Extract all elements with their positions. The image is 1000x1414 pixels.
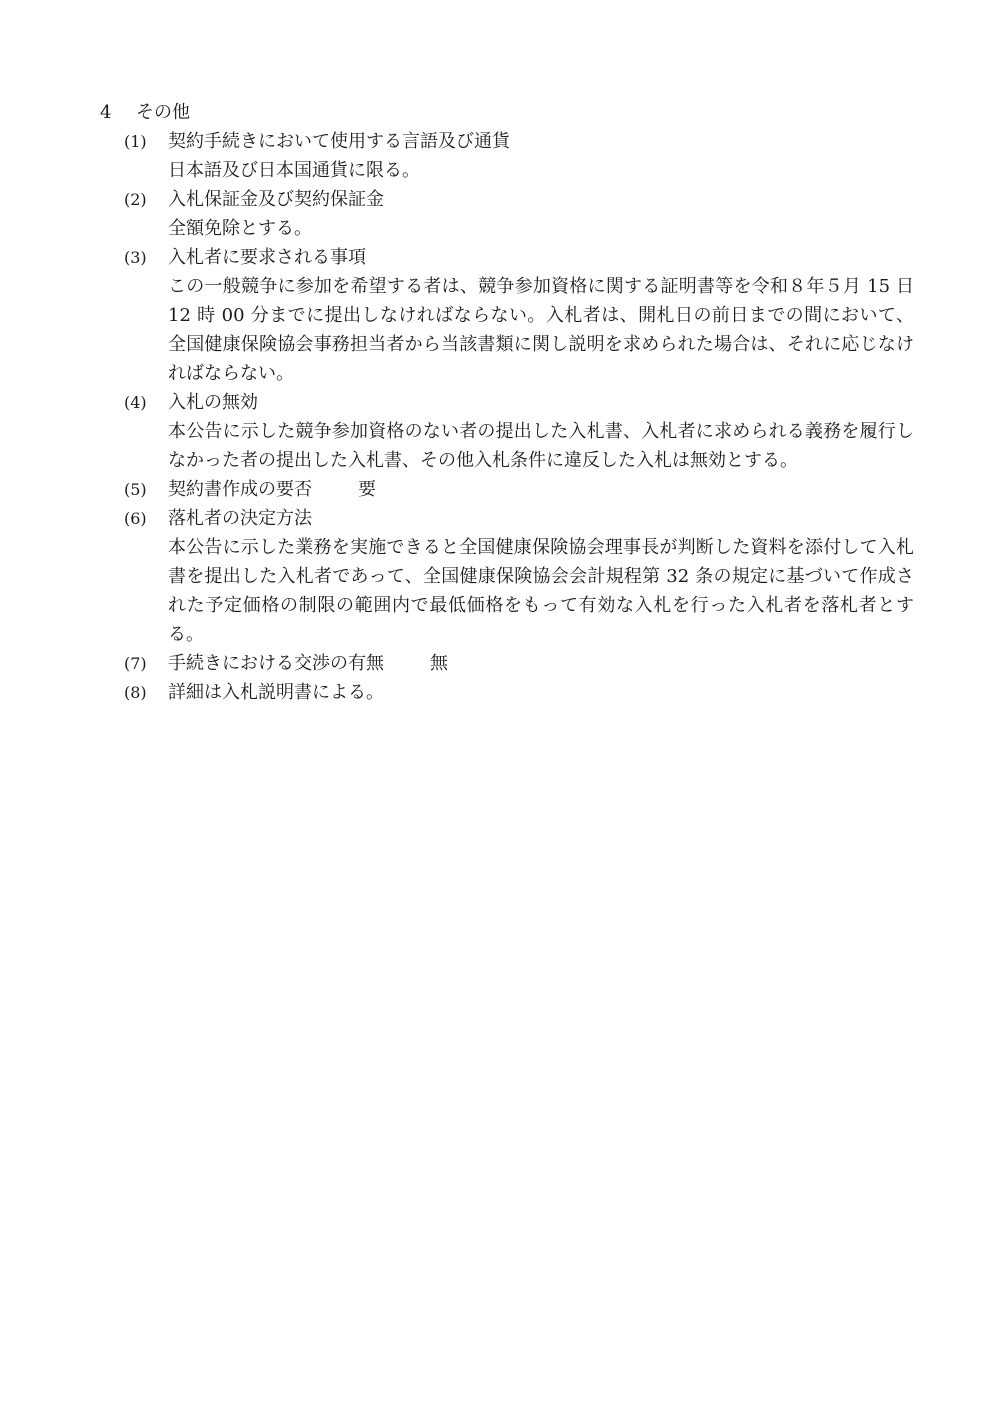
item-body: 全額免除とする。 <box>168 218 312 239</box>
item-title: 契約書作成の要否 <box>168 479 312 500</box>
item-label: (3) <box>124 248 147 267</box>
item-title: 落札者の決定方法 <box>168 508 312 529</box>
item-label: (4) <box>124 393 147 412</box>
item-body: 日本語及び日本国通貨に限る。 <box>168 160 420 181</box>
item-body: この一般競争に参加を希望する者は、競争参加資格に関する証明書等を令和８年５月 15 日 12 時 00 分までに提出しなければならない。入札者は、開札日の前日までの間において、全国健康保険協会事務担当者から当該書類に関し説明を求められた場合は、それに応じなければならない。 <box>168 276 914 384</box>
item-title: 詳細は入札説明書による。 <box>168 682 384 703</box>
item-body: 本公告に示した業務を実施できると全国健康保険協会理事長が判断した資料を添付して入札書を提出した入札者であって、全国健康保険協会会計規程第 32 条の規定に基づいて作成された予定価格の制限の範囲内で最低価格をもって有効な入札を行った入札者を落札者とする。 <box>168 537 914 645</box>
list-item-1 <box>124 127 914 185</box>
section-number: 4 <box>100 102 112 123</box>
list-item-3 <box>124 243 914 388</box>
item-title-with-value <box>124 649 914 678</box>
list-item-2 <box>124 185 914 243</box>
item-title: 入札者に要求される事項 <box>168 247 366 268</box>
list-item-7 <box>124 649 914 678</box>
list-item-5 <box>124 475 914 504</box>
section-title: その他 <box>136 102 190 123</box>
item-value: 要 <box>358 479 376 500</box>
item-label: (1) <box>124 132 147 151</box>
list-item-4 <box>124 388 914 475</box>
item-label: (2) <box>124 190 147 209</box>
item-label: (6) <box>124 509 147 528</box>
item-title-with-value <box>124 475 914 504</box>
item-body: 本公告に示した競争参加資格のない者の提出した入札書、入札者に求められる義務を履行しなかった者の提出した入札書、その他入札条件に違反した入札は無効とする。 <box>168 421 914 471</box>
item-title: 手続きにおける交渉の有無 <box>168 653 384 674</box>
section-heading <box>100 98 190 127</box>
item-value: 無 <box>430 653 448 674</box>
item-title: 契約手続きにおいて使用する言語及び通貨 <box>168 131 510 152</box>
item-title: 入札保証金及び契約保証金 <box>168 189 384 210</box>
list-item-6 <box>124 504 914 649</box>
item-list <box>124 127 914 707</box>
item-title: 入札の無効 <box>168 392 258 413</box>
item-label: (8) <box>124 683 147 702</box>
item-label: (5) <box>124 480 147 499</box>
list-item-8 <box>124 678 914 707</box>
item-label: (7) <box>124 654 147 673</box>
